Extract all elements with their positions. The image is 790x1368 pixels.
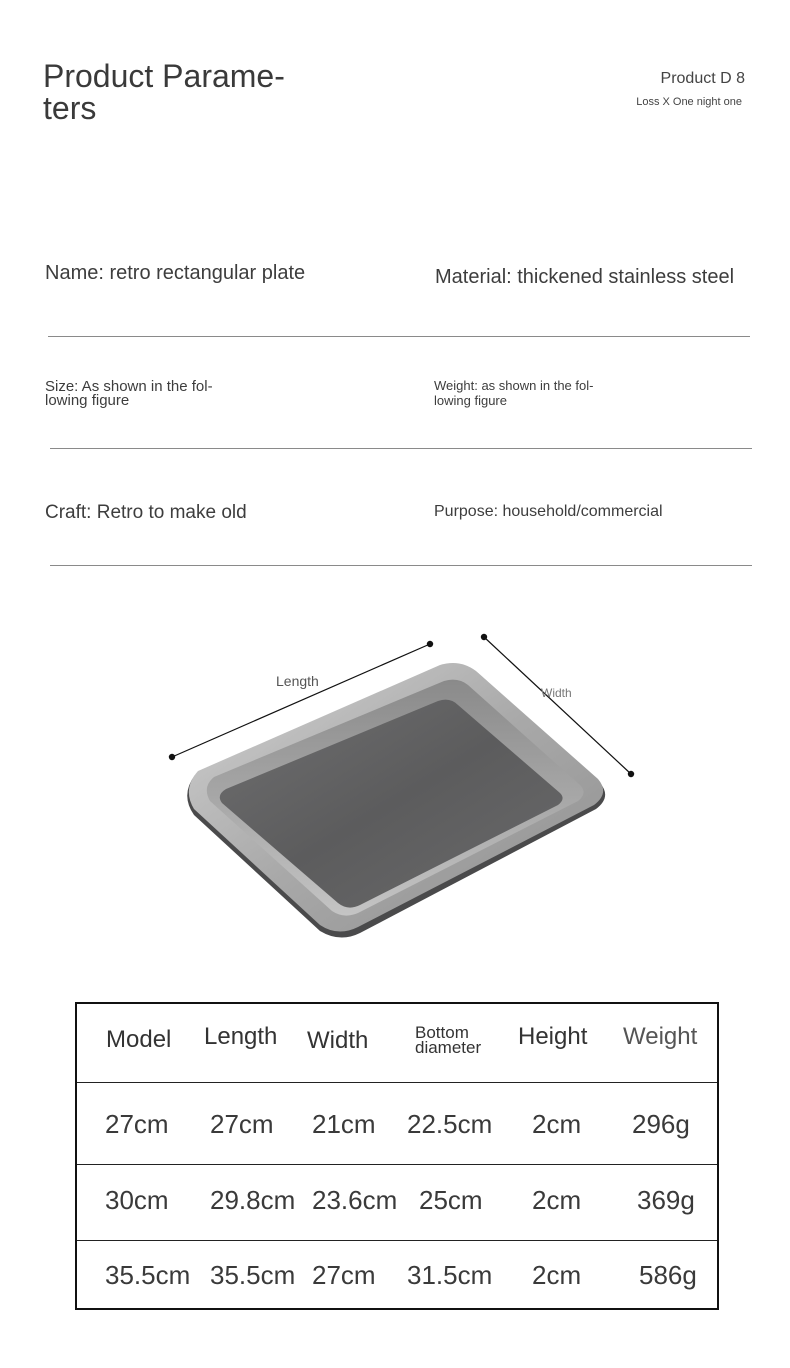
cell-height: 2cm	[532, 1185, 582, 1215]
width-endpoint	[481, 634, 487, 640]
header-width: Width	[307, 1027, 369, 1054]
page-title-line1: Product Parame-	[43, 58, 285, 94]
param-size	[45, 380, 245, 408]
tray-diagram	[160, 625, 650, 955]
length-label: Length	[276, 673, 319, 689]
param-weight-line1: Weight: as shown in the fol-	[434, 378, 594, 393]
cell-bottom: 25cm	[419, 1185, 483, 1215]
width-endpoint	[628, 771, 634, 777]
width-label: Width	[541, 686, 572, 700]
header-model: Model	[106, 1026, 172, 1053]
cell-weight: 369g	[637, 1185, 695, 1215]
param-craft: Craft: Retro to make old	[45, 502, 247, 523]
length-endpoint	[169, 754, 175, 760]
cell-height: 2cm	[532, 1260, 582, 1290]
header-bottom-diameter	[415, 1025, 481, 1055]
param-weight	[434, 378, 634, 408]
header-bottom-line2: diameter	[415, 1038, 482, 1057]
cell-width: 21cm	[312, 1109, 376, 1139]
cell-length: 29.8cm	[210, 1185, 296, 1215]
header-weight: Weight	[623, 1023, 698, 1050]
divider	[48, 336, 750, 337]
page-title-line2: ters	[43, 90, 97, 126]
param-purpose: Purpose: household/commercial	[434, 503, 663, 520]
cell-width: 27cm	[312, 1260, 376, 1290]
table-header-row	[77, 1004, 717, 1082]
param-size-line2: lowing figure	[45, 392, 130, 409]
param-material: Material: thickened stainless steel	[435, 266, 735, 288]
cell-height: 2cm	[532, 1109, 582, 1139]
cell-width: 23.6cm	[312, 1185, 398, 1215]
header-length: Length	[204, 1023, 278, 1050]
cell-weight: 586g	[639, 1260, 697, 1290]
cell-bottom: 31.5cm	[407, 1260, 493, 1290]
table-row	[77, 1165, 717, 1240]
cell-weight: 296g	[632, 1109, 690, 1139]
cell-length: 27cm	[210, 1109, 274, 1139]
cell-model: 35.5cm	[105, 1260, 191, 1290]
header-bottom-line1: Bottom	[415, 1023, 469, 1042]
param-weight-line2: lowing figure	[434, 393, 507, 408]
param-size-line1: Size: As shown in the fol-	[45, 378, 213, 395]
table-row	[77, 1083, 717, 1163]
divider	[50, 565, 752, 566]
product-subcode: Loss X One night one	[636, 96, 742, 108]
param-name: Name: retro rectangular plate	[45, 262, 306, 284]
table-row	[77, 1241, 717, 1309]
page-title	[43, 60, 303, 124]
length-endpoint	[427, 641, 433, 647]
cell-model: 30cm	[105, 1185, 169, 1215]
divider	[50, 448, 752, 449]
size-table	[75, 1002, 719, 1310]
product-code: Product D 8	[660, 70, 745, 87]
cell-model: 27cm	[105, 1109, 169, 1139]
cell-length: 35.5cm	[210, 1260, 296, 1290]
cell-bottom: 22.5cm	[407, 1109, 493, 1139]
header-height: Height	[518, 1023, 588, 1050]
